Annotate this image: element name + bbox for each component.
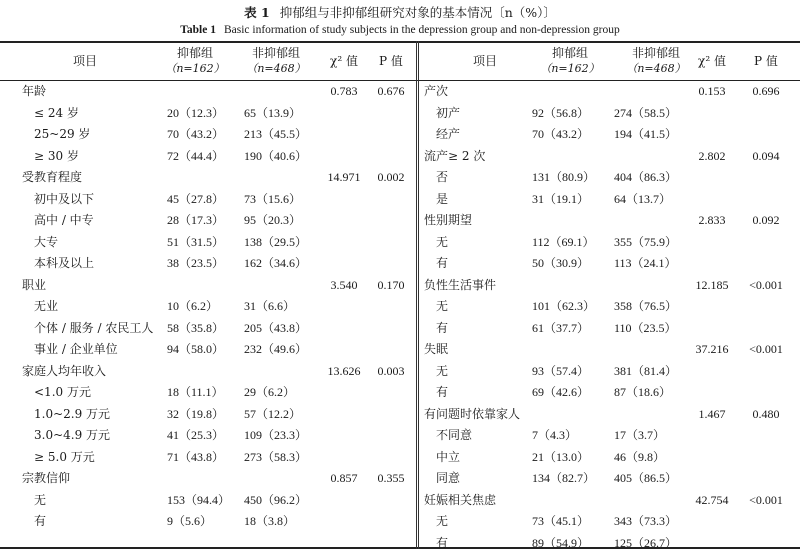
cell-p-value	[368, 103, 414, 125]
cell-depression-group: 101（62.3）	[532, 296, 622, 318]
cell-chi-square	[318, 103, 370, 125]
table-row	[0, 81, 415, 103]
cell-p-value	[368, 253, 414, 275]
table-label-cn: 表 1	[244, 5, 270, 20]
row-label: 产次	[424, 81, 594, 103]
cell-non-depression-group: 18（3.8）	[244, 511, 334, 533]
row-label: 初产	[436, 103, 606, 125]
cell-chi-square	[318, 511, 370, 533]
cell-non-depression-group: 110（23.5）	[614, 318, 704, 340]
cell-p-value	[368, 425, 414, 447]
header-chi-square: χ² 值	[318, 43, 370, 79]
cell-p-value	[368, 232, 414, 254]
cell-p-value	[738, 232, 794, 254]
row-label: 有	[436, 253, 606, 275]
cell-non-depression-group: 358（76.5）	[614, 296, 704, 318]
cell-p-value	[738, 447, 794, 469]
row-label: 经产	[436, 124, 606, 146]
cell-depression-group: 73（45.1）	[532, 511, 622, 533]
cell-depression-group: 45（27.8）	[167, 189, 257, 211]
row-label: 有	[436, 318, 606, 340]
table-row	[0, 511, 415, 533]
table-row	[420, 167, 800, 189]
cell-chi-square	[318, 318, 370, 340]
row-label: 个体 / 服务 / 农民工人	[34, 318, 204, 340]
cell-chi-square	[686, 425, 738, 447]
cell-p-value: 0.676	[368, 81, 414, 103]
cell-depression-group: 7（4.3）	[532, 425, 622, 447]
cell-depression-group: 21（13.0）	[532, 447, 622, 469]
cell-non-depression-group: 273（58.3）	[244, 447, 334, 469]
cell-chi-square	[318, 404, 370, 426]
row-label: <1.0 万元	[34, 382, 204, 404]
cell-p-value	[738, 124, 794, 146]
row-label: 无	[436, 511, 606, 533]
cell-p-value: 0.002	[368, 167, 414, 189]
cell-depression-group: 38（23.5）	[167, 253, 257, 275]
table-row	[0, 210, 415, 232]
cell-chi-square	[686, 318, 738, 340]
table-row	[0, 167, 415, 189]
table-row	[420, 425, 800, 447]
cell-depression-group	[532, 404, 622, 426]
cell-p-value	[738, 103, 794, 125]
table-row	[420, 382, 800, 404]
cell-non-depression-group: 205（43.8）	[244, 318, 334, 340]
cell-depression-group: 69（42.6）	[532, 382, 622, 404]
cell-non-depression-group: 65（13.9）	[244, 103, 334, 125]
cell-chi-square	[686, 468, 738, 490]
cell-non-depression-group: 125（26.7）	[614, 533, 704, 554]
cell-depression-group: 10（6.2）	[167, 296, 257, 318]
cell-depression-group: 134（82.7）	[532, 468, 622, 490]
column-divider	[416, 41, 419, 549]
table-row	[420, 404, 800, 426]
table-row	[0, 425, 415, 447]
row-label: 无	[436, 232, 606, 254]
table-row	[420, 210, 800, 232]
table-row	[0, 253, 415, 275]
cell-depression-group	[532, 275, 622, 297]
table-row	[420, 253, 800, 275]
table-row	[0, 318, 415, 340]
cell-non-depression-group: 162（34.6）	[244, 253, 334, 275]
row-label: 初中及以下	[34, 189, 204, 211]
cell-non-depression-group: 355（75.9）	[614, 232, 704, 254]
cell-chi-square	[318, 490, 370, 512]
cell-non-depression-group: 64（13.7）	[614, 189, 704, 211]
cell-depression-group	[532, 339, 622, 361]
cell-chi-square	[686, 253, 738, 275]
cell-depression-group: 32（19.8）	[167, 404, 257, 426]
header-item: 项目	[30, 43, 140, 79]
table-row	[0, 361, 415, 383]
cell-depression-group	[532, 81, 622, 103]
cell-chi-square: 3.540	[318, 275, 370, 297]
cell-chi-square: 14.971	[318, 167, 370, 189]
table-row	[420, 189, 800, 211]
cell-depression-group: 18（11.1）	[167, 382, 257, 404]
table-row	[420, 103, 800, 125]
row-label: 中立	[436, 447, 606, 469]
row-label: 负性生活事件	[424, 275, 594, 297]
cell-non-depression-group: 73（15.6）	[244, 189, 334, 211]
cell-non-depression-group: 29（6.2）	[244, 382, 334, 404]
cell-depression-group: 50（30.9）	[532, 253, 622, 275]
row-label: 职业	[22, 275, 192, 297]
cell-p-value: <0.001	[738, 275, 794, 297]
cell-depression-group: 41（25.3）	[167, 425, 257, 447]
cell-depression-group: 51（31.5）	[167, 232, 257, 254]
table-title-en: Basic information of study subjects in the depression group and non-depression group	[224, 24, 620, 36]
row-label: 无	[436, 361, 606, 383]
table-row	[0, 103, 415, 125]
cell-non-depression-group: 190（40.6）	[244, 146, 334, 168]
table-row	[0, 296, 415, 318]
cell-chi-square	[686, 189, 738, 211]
cell-chi-square	[318, 296, 370, 318]
cell-p-value	[368, 511, 414, 533]
cell-non-depression-group: 232（49.6）	[244, 339, 334, 361]
cell-chi-square	[686, 382, 738, 404]
cell-p-value: 0.480	[738, 404, 794, 426]
cell-depression-group: 70（43.2）	[532, 124, 622, 146]
table-row	[420, 124, 800, 146]
header-p-value: P 值	[368, 43, 414, 79]
cell-chi-square	[318, 253, 370, 275]
table-row	[0, 404, 415, 426]
row-label: 不同意	[436, 425, 606, 447]
row-label: 高中 / 中专	[34, 210, 204, 232]
cell-chi-square	[318, 382, 370, 404]
cell-chi-square: 42.754	[686, 490, 738, 512]
cell-non-depression-group: 381（81.4）	[614, 361, 704, 383]
cell-chi-square	[318, 232, 370, 254]
table-caption-cn	[0, 5, 800, 21]
cell-p-value	[738, 318, 794, 340]
row-label: 有	[436, 382, 606, 404]
cell-p-value	[738, 468, 794, 490]
cell-p-value: 0.355	[368, 468, 414, 490]
table-row	[420, 296, 800, 318]
row-label: 本科及以上	[34, 253, 204, 275]
cell-p-value	[738, 511, 794, 533]
cell-chi-square: 2.802	[686, 146, 738, 168]
cell-chi-square	[686, 361, 738, 383]
cell-chi-square: 0.783	[318, 81, 370, 103]
cell-p-value: 0.696	[738, 81, 794, 103]
row-label: 25~29 岁	[34, 124, 204, 146]
cell-chi-square	[318, 447, 370, 469]
right-half	[420, 41, 800, 549]
table-row	[0, 382, 415, 404]
row-label: 大专	[34, 232, 204, 254]
row-label: 无	[34, 490, 204, 512]
row-label: ≤ 24 岁	[34, 103, 204, 125]
cell-depression-group: 9（5.6）	[167, 511, 257, 533]
table-row	[420, 232, 800, 254]
cell-depression-group: 28（17.3）	[167, 210, 257, 232]
cell-non-depression-group: 87（18.6）	[614, 382, 704, 404]
cell-p-value: <0.001	[738, 339, 794, 361]
cell-chi-square	[686, 511, 738, 533]
header-item: 项目	[430, 43, 540, 79]
cell-p-value	[368, 318, 414, 340]
row-label: 否	[436, 167, 606, 189]
header-depression-group: 抑郁组 （n=162）	[150, 43, 240, 79]
cell-p-value: 0.094	[738, 146, 794, 168]
table-row	[420, 447, 800, 469]
cell-p-value	[738, 296, 794, 318]
cell-depression-group: 153（94.4）	[167, 490, 257, 512]
cell-p-value	[368, 189, 414, 211]
cell-depression-group: 92（56.8）	[532, 103, 622, 125]
row-label: 宗教信仰	[22, 468, 192, 490]
cell-p-value	[368, 210, 414, 232]
cell-depression-group: 70（43.2）	[167, 124, 257, 146]
cell-p-value	[368, 339, 414, 361]
cell-chi-square	[686, 167, 738, 189]
cell-depression-group: 89（54.9）	[532, 533, 622, 554]
row-label: 性别期望	[424, 210, 594, 232]
cell-p-value: 0.092	[738, 210, 794, 232]
cell-depression-group	[532, 490, 622, 512]
cell-non-depression-group: 138（29.5）	[244, 232, 334, 254]
cell-chi-square	[318, 146, 370, 168]
cell-chi-square	[318, 189, 370, 211]
row-label: 有	[436, 533, 606, 554]
cell-depression-group: 112（69.1）	[532, 232, 622, 254]
cell-p-value	[738, 425, 794, 447]
cell-non-depression-group: 46（9.8）	[614, 447, 704, 469]
cell-non-depression-group: 113（24.1）	[614, 253, 704, 275]
cell-depression-group: 93（57.4）	[532, 361, 622, 383]
table-row	[420, 81, 800, 103]
table-row	[420, 361, 800, 383]
cell-chi-square: 1.467	[686, 404, 738, 426]
row-label: 家庭人均年收入	[22, 361, 192, 383]
header-p-value: P 值	[738, 43, 794, 79]
cell-non-depression-group: 274（58.5）	[614, 103, 704, 125]
cell-chi-square: 12.185	[686, 275, 738, 297]
row-label: 有问题时依靠家人	[424, 404, 594, 426]
row-label: 失眠	[424, 339, 594, 361]
cell-chi-square	[318, 124, 370, 146]
table-row	[0, 275, 415, 297]
cell-p-value: <0.001	[738, 490, 794, 512]
cell-chi-square: 2.833	[686, 210, 738, 232]
cell-p-value	[738, 361, 794, 383]
cell-depression-group: 131（80.9）	[532, 167, 622, 189]
cell-p-value	[368, 382, 414, 404]
table-row	[0, 124, 415, 146]
cell-non-depression-group: 194（41.5）	[614, 124, 704, 146]
table-row	[0, 468, 415, 490]
row-label: 同意	[436, 468, 606, 490]
cell-non-depression-group: 213（45.5）	[244, 124, 334, 146]
cell-chi-square	[318, 425, 370, 447]
header-non-depression-group: 非抑郁组 （n=468）	[610, 43, 702, 79]
cell-depression-group: 58（35.8）	[167, 318, 257, 340]
cell-chi-square	[686, 232, 738, 254]
row-label: 年龄	[22, 81, 192, 103]
cell-non-depression-group: 17（3.7）	[614, 425, 704, 447]
header-non-depression-group: 非抑郁组 （n=468）	[232, 43, 320, 79]
cell-p-value	[738, 253, 794, 275]
table-row	[420, 490, 800, 512]
row-label: ≥ 5.0 万元	[34, 447, 204, 469]
cell-chi-square	[686, 103, 738, 125]
cell-p-value: 0.170	[368, 275, 414, 297]
cell-p-value	[368, 490, 414, 512]
cell-p-value	[368, 124, 414, 146]
cell-chi-square	[686, 447, 738, 469]
table-row	[0, 490, 415, 512]
cell-chi-square	[686, 124, 738, 146]
cell-depression-group: 72（44.4）	[167, 146, 257, 168]
row-label: 流产≥ 2 次	[424, 146, 594, 168]
cell-chi-square	[686, 296, 738, 318]
cell-chi-square: 0.857	[318, 468, 370, 490]
cell-chi-square: 0.153	[686, 81, 738, 103]
cell-p-value	[738, 189, 794, 211]
table-row	[0, 232, 415, 254]
cell-depression-group: 61（37.7）	[532, 318, 622, 340]
row-label: 无业	[34, 296, 204, 318]
cell-p-value	[738, 167, 794, 189]
table-row	[420, 468, 800, 490]
cell-non-depression-group: 31（6.6）	[244, 296, 334, 318]
row-label: 1.0~2.9 万元	[34, 404, 204, 426]
cell-depression-group: 20（12.3）	[167, 103, 257, 125]
table-caption-en	[0, 23, 800, 37]
cell-p-value	[368, 447, 414, 469]
cell-p-value: 0.003	[368, 361, 414, 383]
cell-p-value	[368, 296, 414, 318]
table-row	[0, 339, 415, 361]
cell-depression-group: 94（58.0）	[167, 339, 257, 361]
table-row	[0, 146, 415, 168]
table-row	[420, 318, 800, 340]
cell-p-value	[738, 382, 794, 404]
cell-non-depression-group: 109（23.3）	[244, 425, 334, 447]
cell-chi-square: 13.626	[318, 361, 370, 383]
row-label: 是	[436, 189, 606, 211]
data-table	[0, 41, 800, 549]
header-depression-group: 抑郁组 （n=162）	[525, 43, 615, 79]
cell-p-value	[368, 146, 414, 168]
cell-non-depression-group: 343（73.3）	[614, 511, 704, 533]
cell-non-depression-group: 404（86.3）	[614, 167, 704, 189]
cell-chi-square: 37.216	[686, 339, 738, 361]
header-chi-square: χ² 值	[686, 43, 738, 79]
cell-non-depression-group: 405（86.5）	[614, 468, 704, 490]
left-half	[0, 41, 415, 549]
row-label: 3.0~4.9 万元	[34, 425, 204, 447]
table-label-en: Table 1	[180, 24, 216, 36]
cell-depression-group: 71（43.8）	[167, 447, 257, 469]
table-row	[420, 511, 800, 533]
cell-depression-group: 31（19.1）	[532, 189, 622, 211]
row-label: 有	[34, 511, 204, 533]
cell-non-depression-group: 57（12.2）	[244, 404, 334, 426]
table-title-cn: 抑郁组与非抑郁组研究对象的基本情况〔n（%）〕	[280, 5, 556, 20]
row-label: 无	[436, 296, 606, 318]
cell-depression-group	[532, 210, 622, 232]
row-label: ≥ 30 岁	[34, 146, 204, 168]
table-row	[420, 339, 800, 361]
table-row	[420, 146, 800, 168]
table-row	[0, 189, 415, 211]
cell-non-depression-group: 450（96.2）	[244, 490, 334, 512]
row-label: 受教育程度	[22, 167, 192, 189]
row-label: 妊娠相关焦虑	[424, 490, 594, 512]
cell-chi-square	[318, 210, 370, 232]
cell-p-value	[368, 404, 414, 426]
cell-depression-group	[532, 146, 622, 168]
table-row	[0, 447, 415, 469]
row-label: 事业 / 企业单位	[34, 339, 204, 361]
cell-chi-square	[318, 339, 370, 361]
cell-non-depression-group: 95（20.3）	[244, 210, 334, 232]
table-row	[420, 275, 800, 297]
